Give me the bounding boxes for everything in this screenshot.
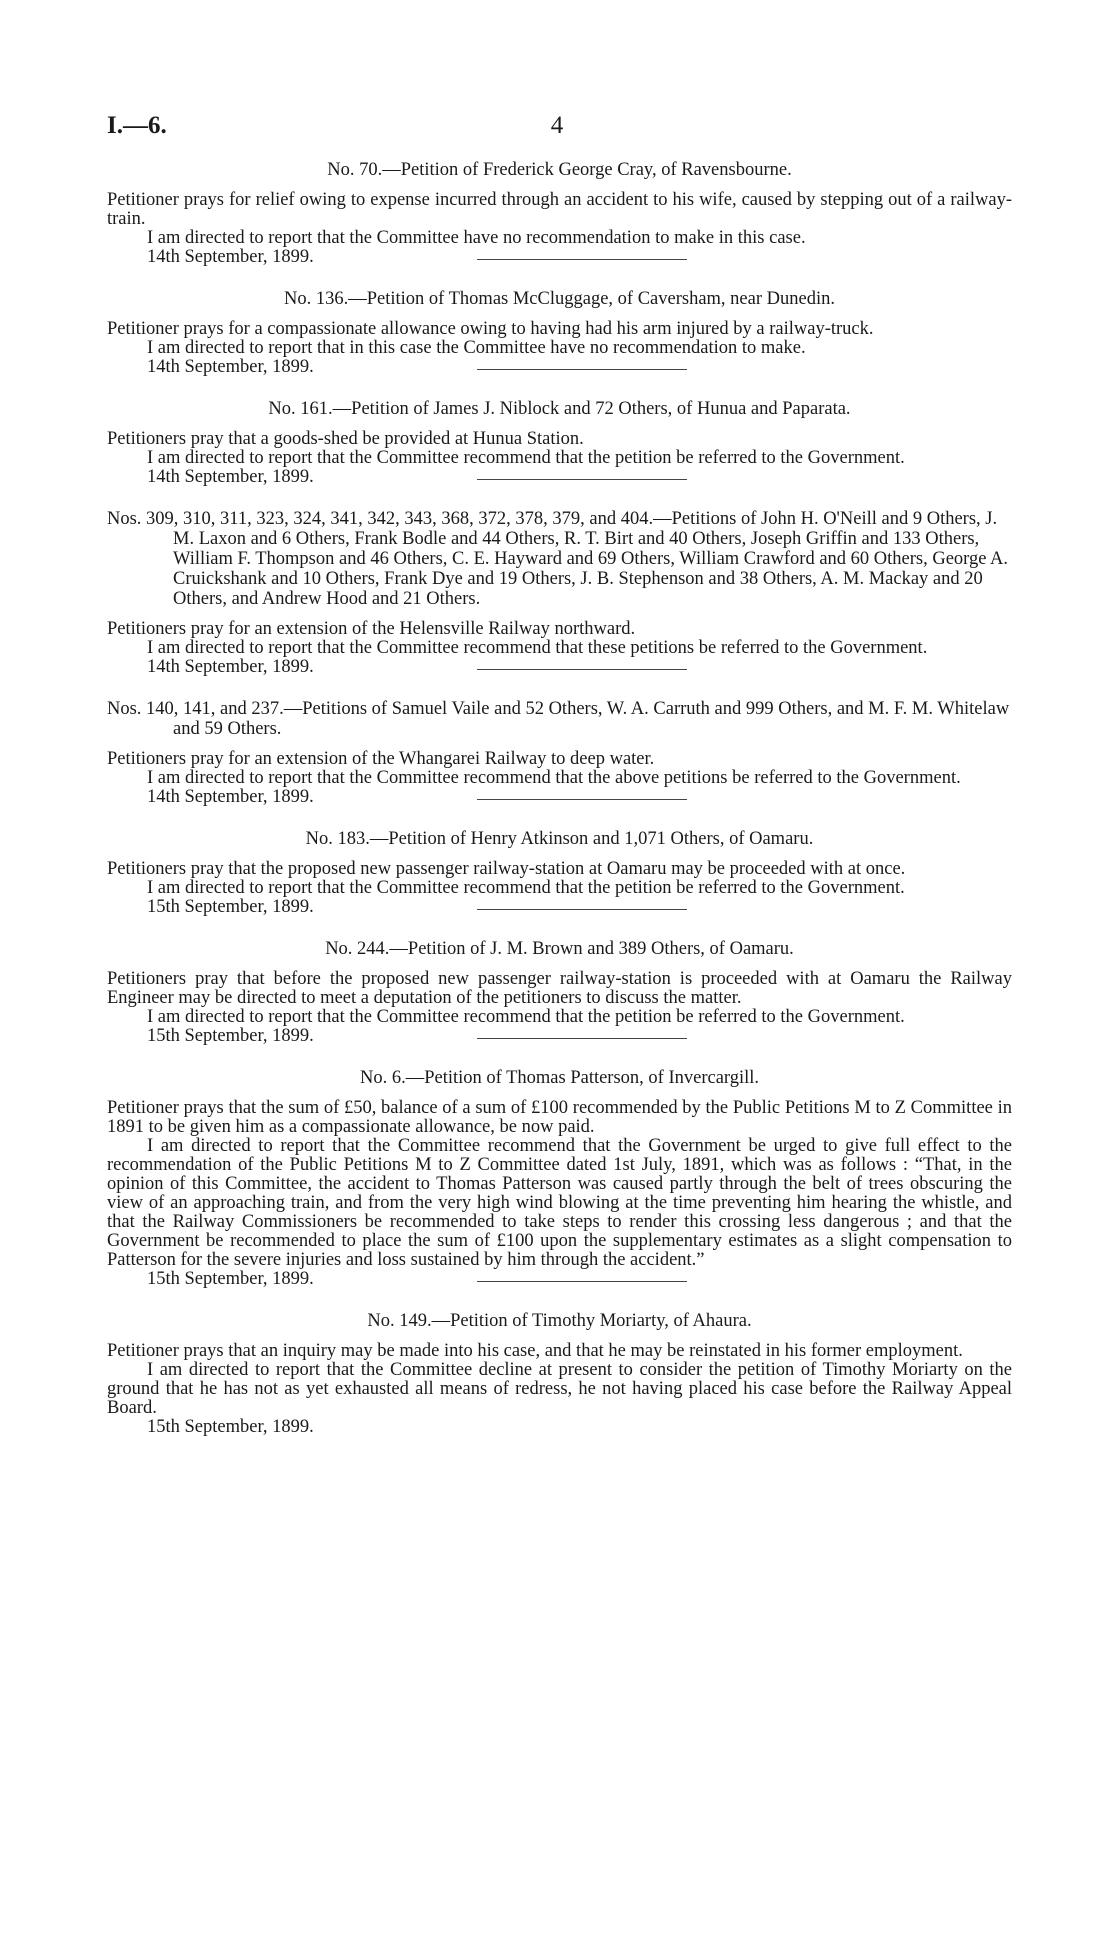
committee-report: I am directed to report that the Committee have no recommendation to make in this case. bbox=[147, 228, 806, 248]
report-date: 14th September, 1899. bbox=[147, 658, 1012, 677]
separator-rule bbox=[477, 1281, 687, 1282]
petition-entry bbox=[107, 829, 1012, 917]
petition-entry bbox=[107, 939, 1012, 1046]
committee-report: I am directed to report that the Committee recommend that the petition be referred to the Government. bbox=[147, 878, 905, 898]
petition-title: No. 70.—Petition of Frederick George Cray, of Ravensbourne. bbox=[327, 160, 792, 180]
petition-title: No. 244.—Petition of J. M. Brown and 389 Others, of Oamaru. bbox=[325, 939, 794, 959]
committee-report: I am directed to report that the Committee decline at present to consider the petition of Timothy Moriarty on the ground that he has not as yet exhausted all means of redress, he not having placed his case before the Railway Appeal Board. bbox=[107, 1360, 1012, 1418]
report-date: 14th September, 1899. bbox=[147, 468, 1012, 487]
committee-report: I am directed to report that the Committee recommend that the above petitions be referred to the Government. bbox=[147, 768, 961, 788]
petition-title: No. 149.—Petition of Timothy Moriarty, of Ahaura. bbox=[367, 1311, 752, 1331]
committee-report: I am directed to report that the Committee recommend that these petitions be referred to the Government. bbox=[147, 638, 928, 658]
petition-entry bbox=[107, 699, 1012, 807]
separator-rule bbox=[477, 259, 687, 260]
petition-prayer: Petitioners pray for an extension of the Whangarei Railway to deep water. bbox=[107, 749, 655, 769]
committee-report: I am directed to report that the Committee recommend that the petition be referred to the Government. bbox=[147, 1007, 905, 1027]
committee-report: I am directed to report that the Committee recommend that the Government be urged to give full effect to the recommendation of the Public Petitions M to Z Committee dated 1st July, 1891, which was as follows : “That, in the opinion of this Committee, the accident to Thomas Patterson was caused partly through the belt of trees obscuring the view of an approaching train, and from the very high wind blowing at the time preventing him hearing the whistle, and that the Railway Commissioners be recommended to take steps to render this crossing less dangerous ; and that the Government be recommended to place the sum of £100 upon the supplementary estimates as a slight compensation to Patterson for the severe injuries and loss sustained by him through the accident.” bbox=[107, 1136, 1012, 1270]
separator-rule bbox=[477, 909, 687, 910]
separator-rule bbox=[477, 1038, 687, 1039]
page-header bbox=[0, 112, 1114, 142]
petition-entry bbox=[107, 289, 1012, 377]
petition-title: No. 183.—Petition of Henry Atkinson and 1,071 Others, of Oamaru. bbox=[305, 829, 814, 849]
page-number: 4 bbox=[550, 112, 564, 139]
petition-entry bbox=[107, 160, 1012, 267]
petition-title: No. 161.—Petition of James J. Niblock and 72 Others, of Hunua and Paparata. bbox=[268, 399, 851, 419]
petition-title: Nos. 309, 310, 311, 323, 324, 341, 342, 343, 368, 372, 378, 379, and 404.—Petitions of John H. O'Neill and 9 Others, J. M. Laxon and 6 Others, Frank Bodle and 44 Others, R. T. Birt and 40 Others, Joseph Griffin and 133 Others, William F. Thompson and 46 Others, C. E. Hayward and 69 Others, William Crawford and 60 Others, George A. Cruickshank and 10 Others, Frank Dye and 19 Others, J. B. Stephenson and 38 Others, A. M. Mackay and 20 Others, and Andrew Hood and 21 Others. bbox=[107, 509, 1009, 609]
separator-rule bbox=[477, 669, 687, 670]
petition-prayer: Petitioners pray that a goods-shed be provided at Hunua Station. bbox=[107, 429, 584, 449]
petition-prayer: Petitioners pray that the proposed new passenger railway-station at Oamaru may be proceeded with at once. bbox=[107, 859, 906, 879]
document-body bbox=[107, 160, 1012, 1437]
petition-title: No. 136.—Petition of Thomas McCluggage, of Caversham, near Dunedin. bbox=[284, 289, 835, 309]
report-date: 14th September, 1899. bbox=[147, 358, 1012, 377]
petition-prayer: Petitioner prays that the sum of £50, balance of a sum of £100 recommended by the Public Petitions M to Z Committee in 1891 to be given him as a compassionate allowance, be now paid. bbox=[107, 1098, 1012, 1137]
petition-prayer: Petitioner prays for a compassionate allowance owing to having had his arm injured by a railway-truck. bbox=[107, 319, 874, 339]
committee-report: I am directed to report that the Committee recommend that the petition be referred to the Government. bbox=[147, 448, 905, 468]
separator-rule bbox=[477, 799, 687, 800]
document-reference: I.—6. bbox=[107, 112, 167, 139]
committee-report: I am directed to report that in this case the Committee have no recommendation to make. bbox=[147, 338, 806, 358]
report-date: 15th September, 1899. bbox=[147, 1270, 1012, 1289]
petition-title: No. 6.—Petition of Thomas Patterson, of Invercargill. bbox=[359, 1068, 760, 1088]
petition-prayer: Petitioners pray that before the proposed new passenger railway-station is proceeded with at Oamaru the Railway Engineer may be directed to meet a deputation of the petitioners to discuss the matter. bbox=[107, 969, 1012, 1008]
petition-prayer: Petitioners pray for an extension of the Helensville Railway northward. bbox=[107, 619, 636, 639]
separator-rule bbox=[477, 369, 687, 370]
report-date: 15th September, 1899. bbox=[147, 898, 1012, 917]
report-date: 15th September, 1899. bbox=[147, 1417, 314, 1437]
separator-rule bbox=[477, 479, 687, 480]
report-date: 14th September, 1899. bbox=[147, 788, 1012, 807]
petition-entry bbox=[107, 1311, 1012, 1437]
petition-entry bbox=[107, 399, 1012, 487]
report-date: 14th September, 1899. bbox=[147, 248, 1012, 267]
petition-entry bbox=[107, 509, 1012, 677]
petition-entry bbox=[107, 1068, 1012, 1289]
report-date: 15th September, 1899. bbox=[147, 1027, 1012, 1046]
petition-prayer: Petitioner prays for relief owing to expense incurred through an accident to his wife, caused by stepping out of a railway-train. bbox=[107, 190, 1012, 229]
petition-title: Nos. 140, 141, and 237.—Petitions of Samuel Vaile and 52 Others, W. A. Carruth and 999 Others, and M. F. M. Whitelaw and 59 Others. bbox=[107, 699, 1010, 739]
petition-prayer: Petitioner prays that an inquiry may be made into his case, and that he may be reinstated in his former employment. bbox=[107, 1341, 963, 1361]
